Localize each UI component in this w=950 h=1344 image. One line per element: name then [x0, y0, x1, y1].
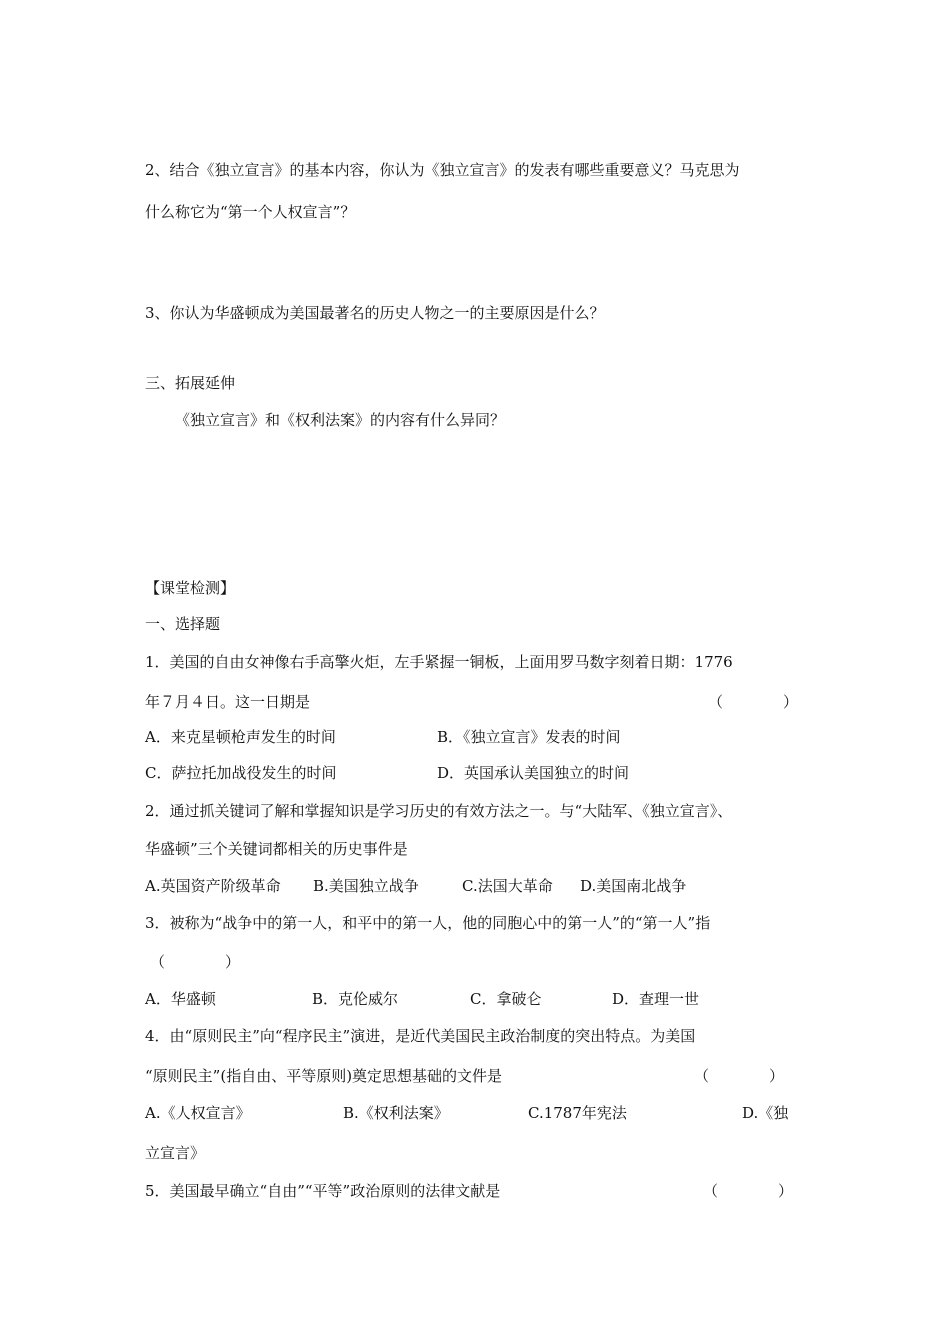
test-q4-option-a: A.《人权宣言》 [145, 1104, 251, 1122]
test-q3-answer-paren: （ ） [150, 953, 241, 971]
test-q2-line-1: 2．通过抓关键词了解和掌握知识是学习历史的有效方法之一。与“大陆军、《独立宣言》、 [145, 802, 733, 820]
test-q3-option-d: D．查理一世 [612, 990, 700, 1008]
test-q4-option-b: B.《权利法案》 [343, 1104, 449, 1122]
test-q1-option-b: B．《独立宣言》发表的时间 [437, 728, 621, 746]
test-q2-option-b: B.美国独立战争 [313, 877, 419, 895]
test-q4-option-d-part2: 立宣言》 [145, 1144, 206, 1162]
test-q3-line-1: 3．被称为“战争中的第一人，和平中的第一人，他的同胞心中的第一人”的“第一人”指 [145, 914, 711, 932]
q3-text: 3、你认为华盛顿成为美国最著名的历史人物之一的主要原因是什么？ [145, 304, 605, 322]
test-q2-option-d: D.美国南北战争 [580, 877, 687, 895]
test-q1-option-a: A．来克星顿枪声发生的时间 [145, 728, 336, 746]
test-q4-answer-paren: （ ） [694, 1067, 785, 1085]
test-q4-option-c: C.1787年宪法 [528, 1104, 627, 1122]
choice-section-heading: 一、选择题 [145, 615, 221, 633]
test-q2-line-2: 华盛顿”三个关键词都相关的历史事件是 [145, 840, 408, 858]
test-q1-line-2: 年７月４日。这一日期是 [145, 693, 311, 711]
classroom-test-heading: 【课堂检测】 [145, 579, 236, 597]
test-q1-option-d: D．英国承认美国独立的时间 [437, 764, 630, 782]
test-q5-answer-paren: （ ） [703, 1182, 794, 1200]
test-q4-option-d-part1: D.《独 [742, 1104, 789, 1122]
test-q1-line-1: 1．美国的自由女神像右手高擎火炬，左手紧握一铜板，上面用罗马数字刻着日期：1776 [145, 653, 733, 671]
test-q4-line-2: “原则民主”(指自由、平等原则)奠定思想基础的文件是 [145, 1067, 503, 1085]
section-heading-extension: 三、拓展延伸 [145, 374, 236, 392]
test-q3-option-c: C．拿破仑 [470, 990, 542, 1008]
test-q5-line-1: 5．美国最早确立“自由”“平等”政治原则的法律文献是 [145, 1182, 501, 1200]
test-q4-line-1: 4．由“原则民主”向“程序民主”演进，是近代美国民主政治制度的突出特点。为美国 [145, 1027, 696, 1045]
test-q1-answer-paren: （ ） [708, 693, 799, 711]
test-q2-option-a: A.英国资产阶级革命 [145, 877, 281, 895]
q2-line-2: 什么称它为“第一个人权宣言”？ [145, 203, 356, 221]
test-q1-option-c: C．萨拉托加战役发生的时间 [145, 764, 337, 782]
test-q3-option-a: A．华盛顿 [145, 990, 216, 1008]
test-q2-option-c: C.法国大革命 [462, 877, 553, 895]
extension-question: 《独立宣言》和《权利法案》的内容有什么异同？ [175, 411, 506, 429]
q2-line-1: 2、结合《独立宣言》的基本内容，你认为《独立宣言》的发表有哪些重要意义？马克思为 [145, 161, 740, 179]
test-q3-option-b: B．克伦威尔 [312, 990, 399, 1008]
